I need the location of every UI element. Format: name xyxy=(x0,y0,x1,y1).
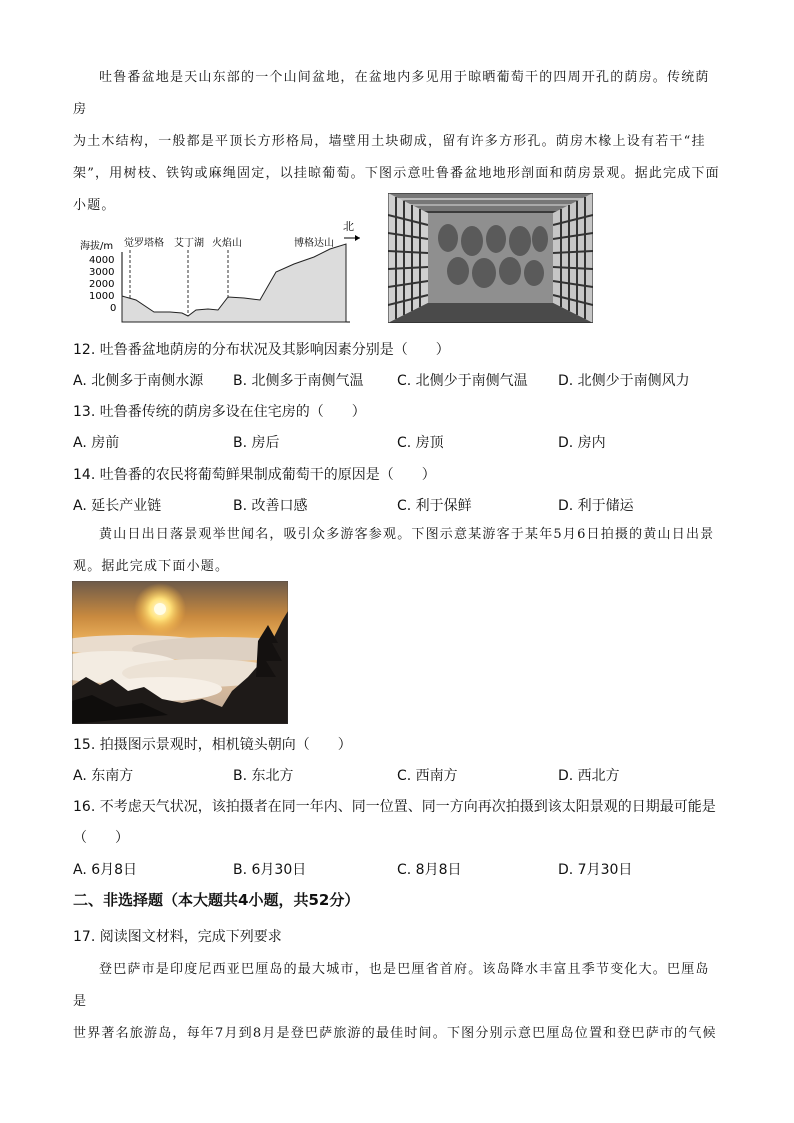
intro-paragraph-2 xyxy=(73,519,721,583)
q17-line-1: 登巴萨市是印度尼西亚巴厘岛的最大城市，也是巴厘省首府。该岛降水丰富且季节变化大。巴厘岛是 xyxy=(73,962,710,1009)
place-bogeda-mountain: 博格达山 xyxy=(294,238,334,249)
q16-option-b[interactable]: B. 6月30日 xyxy=(233,862,307,878)
y-axis-label: 海拔/m xyxy=(80,241,114,252)
q13-option-b[interactable]: B. 房后 xyxy=(233,435,280,451)
q12-option-b[interactable]: B. 北侧多于南侧气温 xyxy=(233,373,364,389)
q12-option-a[interactable]: A. 北侧多于南侧水源 xyxy=(73,373,204,389)
question-16-stem-cont: （ ） xyxy=(73,830,129,846)
intro-1-line-4: 小题。 xyxy=(73,198,116,213)
y-tick-2000: 2000 xyxy=(89,279,115,290)
q13-option-a[interactable]: A. 房前 xyxy=(73,435,120,451)
question-15-stem: 15. 拍摄图示景观时，相机镜头朝向（ ） xyxy=(73,737,352,753)
question-16-stem: 16. 不考虑天气状况，该拍摄者在同一年内、同一位置、同一方向再次拍摄到该太阳景观的日期最可能是 xyxy=(73,799,716,815)
intro-1-line-2: 为土木结构，一般都是平顶长方形格局，墙壁用土块砌成，留有许多方形孔。荫房木椽上设有若干“挂 xyxy=(73,134,706,149)
terrain-profile-shape xyxy=(122,244,346,322)
question-13-stem: 13. 吐鲁番传统的荫房多设在住宅房的（ ） xyxy=(73,404,366,420)
q14-option-a[interactable]: A. 延长产业链 xyxy=(73,498,162,514)
q13-option-d[interactable]: D. 房内 xyxy=(558,435,606,451)
q15-option-a[interactable]: A. 东南方 xyxy=(73,768,134,784)
q15-option-d[interactable]: D. 西北方 xyxy=(558,768,620,784)
q12-option-c[interactable]: C. 北侧少于南侧气温 xyxy=(397,373,528,389)
north-label: 北 xyxy=(343,220,354,233)
intro-1-line-3: 架”，用树枝、铁钩或麻绳固定，以挂晾葡萄。下图示意吐鲁番盆地地形剖面和荫房景观。据此完成下面 xyxy=(73,166,720,181)
q14-option-b[interactable]: B. 改善口感 xyxy=(233,498,308,514)
q13-option-c[interactable]: C. 房顶 xyxy=(397,435,444,451)
q16-option-d[interactable]: D. 7月30日 xyxy=(558,862,633,878)
drying-house-photo xyxy=(388,193,593,323)
q14-option-d[interactable]: D. 利于储运 xyxy=(558,498,634,514)
question-12-stem: 12. 吐鲁番盆地荫房的分布状况及其影响因素分别是（ ） xyxy=(73,342,450,358)
question-14-stem: 14. 吐鲁番的农民将葡萄鲜果制成葡萄干的原因是（ ） xyxy=(73,467,436,483)
y-tick-1000: 1000 xyxy=(89,291,115,302)
y-tick-0: 0 xyxy=(110,303,117,314)
huangshan-sunrise-photo xyxy=(72,581,288,724)
intro-2-line-1: 黄山日出日落景观举世闻名，吸引众多游客参观。下图示意某游客于某年5月6日拍摄的黄山日出景 xyxy=(99,527,715,542)
terrain-profile-figure xyxy=(78,212,368,330)
q16-option-a[interactable]: A. 6月8日 xyxy=(73,862,138,878)
q15-option-c[interactable]: C. 西南方 xyxy=(397,768,458,784)
section-2-heading: 二、非选择题（本大题共4小题，共52分） xyxy=(73,891,360,909)
q17-material xyxy=(73,954,721,1050)
q14-option-c[interactable]: C. 利于保鲜 xyxy=(397,498,472,514)
q16-option-c[interactable]: C. 8月8日 xyxy=(397,862,462,878)
intro-1-line-1: 吐鲁番盆地是天山东部的一个山间盆地，在盆地内多见用于晾晒葡萄干的四周开孔的荫房。传统荫房 xyxy=(73,70,710,117)
question-17-stem: 17. 阅读图文材料，完成下列要求 xyxy=(73,929,282,945)
north-arrowhead-icon xyxy=(355,235,360,241)
q12-option-d[interactable]: D. 北侧少于南侧风力 xyxy=(558,373,690,389)
place-jueluotage: 觉罗塔格 xyxy=(124,238,164,249)
y-tick-3000: 3000 xyxy=(89,267,115,278)
q17-line-2: 世界著名旅游岛，每年7月到8月是登巴萨旅游的最佳时间。下图分别示意巴厘岛位置和登巴萨市的气候 xyxy=(73,1026,717,1041)
q15-option-b[interactable]: B. 东北方 xyxy=(233,768,294,784)
place-huoyan-mountain: 火焰山 xyxy=(212,238,242,249)
place-aiding-lake: 艾丁湖 xyxy=(174,238,204,249)
y-tick-4000: 4000 xyxy=(89,255,115,266)
intro-2-line-2: 观。据此完成下面小题。 xyxy=(73,559,230,574)
